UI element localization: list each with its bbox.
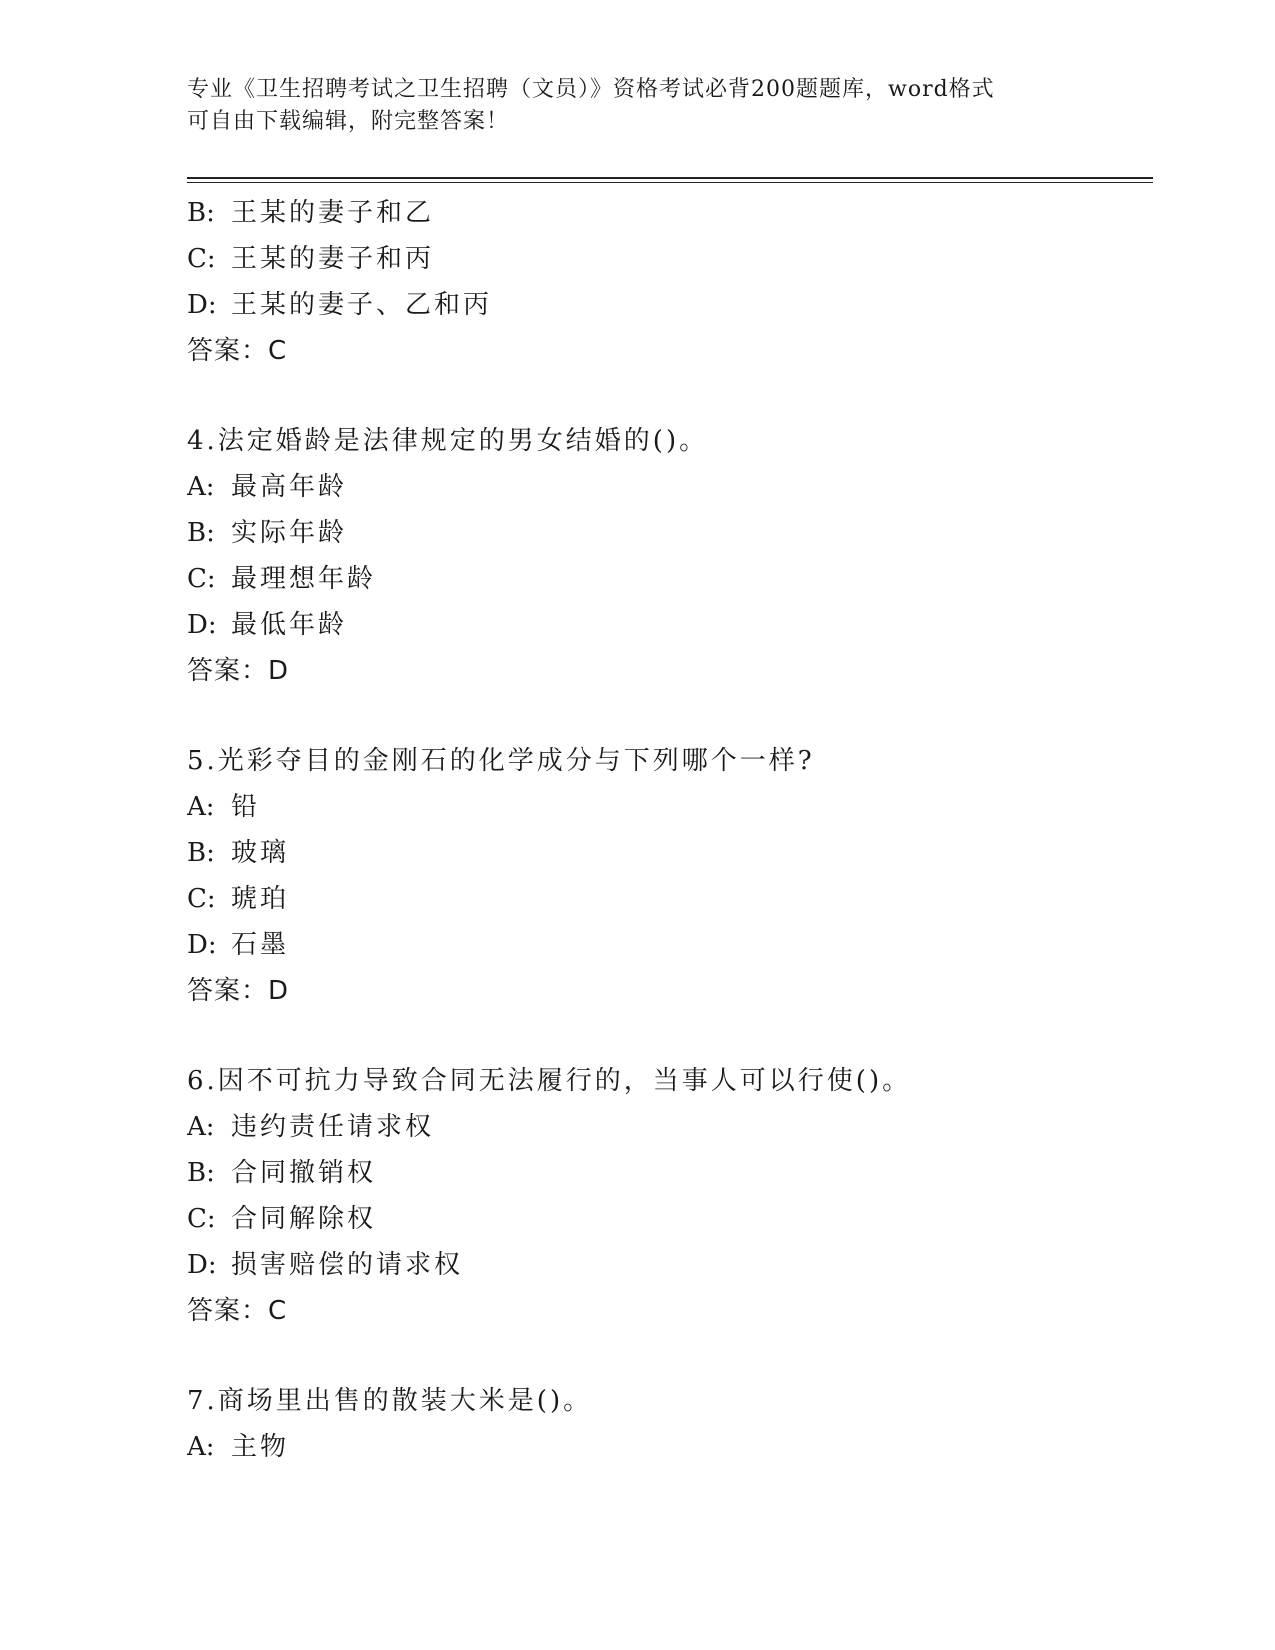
header-title-line-2: 可自由下载编辑，附完整答案！ — [187, 109, 510, 134]
question-4-block — [187, 418, 1137, 694]
question-text: 4.法定婚龄是法律规定的男女结婚的()。 — [187, 426, 709, 456]
option-letter: C: — [187, 564, 216, 594]
option-text: 最高年龄 — [231, 472, 348, 502]
option-d — [187, 602, 1137, 648]
option-b — [187, 830, 1137, 876]
option-letter: C: — [187, 244, 216, 274]
option-letter: B: — [187, 198, 215, 228]
option-letter: A: — [187, 1112, 215, 1142]
option-letter: B: — [187, 1158, 215, 1188]
option-d — [187, 1242, 1137, 1288]
option-text: 铅 — [231, 792, 261, 822]
document-header — [187, 74, 1087, 138]
header-divider-thick — [187, 177, 1153, 179]
option-letter: C: — [187, 884, 216, 914]
option-letter: D: — [187, 290, 217, 320]
header-title-line-1: 专业《卫生招聘考试之卫生招聘（文员）》资格考试必背200题题库，word格式 — [187, 77, 995, 102]
option-a — [187, 784, 1137, 830]
option-text: 最理想年龄 — [231, 564, 377, 594]
option-a — [187, 1104, 1137, 1150]
option-c — [187, 1196, 1137, 1242]
option-letter: A: — [187, 1432, 215, 1462]
option-text: 实际年龄 — [231, 518, 348, 548]
option-a — [187, 464, 1137, 510]
option-text: 王某的妻子和乙 — [231, 198, 435, 228]
option-c — [187, 556, 1137, 602]
answer-line: 答案：C — [187, 336, 288, 366]
spacer — [187, 694, 1137, 738]
option-text: 违约责任请求权 — [231, 1112, 435, 1142]
question-5-block — [187, 738, 1137, 1014]
question-list — [187, 190, 1137, 1470]
option-letter: A: — [187, 792, 215, 822]
spacer — [187, 1334, 1137, 1378]
option-text: 王某的妻子和丙 — [231, 244, 435, 274]
option-d — [187, 922, 1137, 968]
option-b — [187, 190, 1137, 236]
option-text: 主物 — [231, 1432, 290, 1462]
option-letter: D: — [187, 930, 217, 960]
option-letter: B: — [187, 518, 215, 548]
question-text: 6.因不可抗力导致合同无法履行的，当事人可以行使()。 — [187, 1066, 912, 1096]
option-text: 玻璃 — [231, 838, 290, 868]
option-text: 合同解除权 — [231, 1204, 377, 1234]
answer-line: 答案：C — [187, 1296, 288, 1326]
option-c — [187, 236, 1137, 282]
option-text: 损害赔偿的请求权 — [231, 1250, 464, 1280]
option-a — [187, 1424, 1137, 1470]
option-letter: D: — [187, 610, 217, 640]
option-letter: D: — [187, 1250, 217, 1280]
header-divider-thin — [187, 182, 1153, 183]
question-6-block — [187, 1058, 1137, 1334]
question-text: 7.商场里出售的散装大米是()。 — [187, 1386, 593, 1416]
spacer — [187, 1014, 1137, 1058]
option-b — [187, 510, 1137, 556]
option-c — [187, 876, 1137, 922]
question-text: 5.光彩夺目的金刚石的化学成分与下列哪个一样? — [187, 746, 815, 776]
answer-line: 答案：D — [187, 656, 290, 686]
option-text: 琥珀 — [231, 884, 290, 914]
answer-line: 答案：D — [187, 976, 290, 1006]
option-letter: C: — [187, 1204, 216, 1234]
spacer — [187, 374, 1137, 418]
option-text: 王某的妻子、乙和丙 — [231, 290, 493, 320]
option-letter: B: — [187, 838, 215, 868]
option-letter: A: — [187, 472, 215, 502]
option-text: 石墨 — [231, 930, 290, 960]
option-text: 合同撤销权 — [231, 1158, 377, 1188]
option-d — [187, 282, 1137, 328]
option-b — [187, 1150, 1137, 1196]
question-7-block — [187, 1378, 1137, 1470]
option-text: 最低年龄 — [231, 610, 348, 640]
question-3-block — [187, 190, 1137, 374]
